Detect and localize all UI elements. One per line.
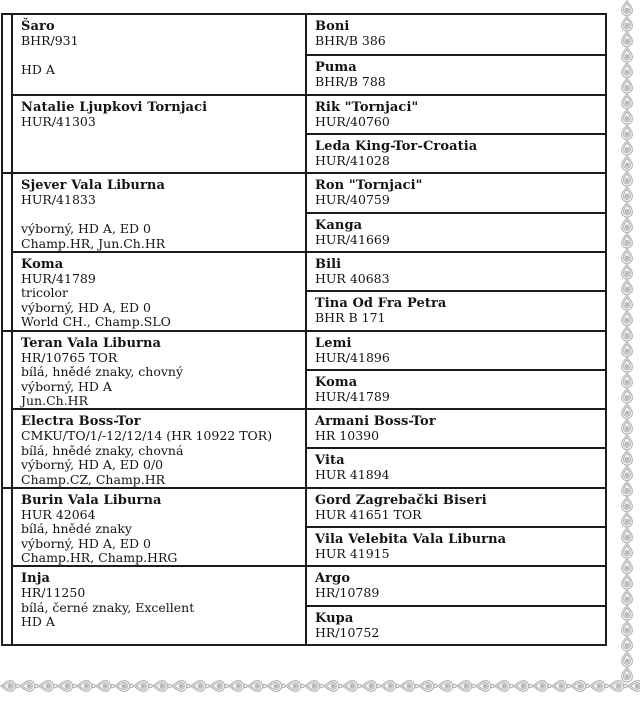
dog-detail: Jun.Ch.HR: [21, 393, 88, 408]
dog-detail: bílá, hnědé znaky, chovná: [21, 442, 184, 458]
dog-name: Tina Od Fra Petra: [315, 296, 447, 312]
dog-name: Teran Vala Liburna: [21, 335, 162, 351]
dog-name: Kanga: [315, 217, 363, 233]
dog-reg: BHR/B 386: [315, 33, 386, 48]
pedigree-cell-grandparent: [305, 212, 605, 251]
dog-reg: HUR/41028: [315, 152, 390, 168]
dog-detail: HUR 42064: [21, 506, 96, 522]
pedigree-cell-parent: [11, 15, 305, 94]
dog-reg: BHR B 171: [315, 310, 386, 326]
dog-detail: Champ.HR, Jun.Ch.HR: [21, 235, 166, 251]
dog-name: Boni: [315, 19, 350, 34]
dog-detail: HD A: [21, 62, 55, 77]
dog-reg: HUR/40759: [315, 192, 390, 208]
dog-name: Leda King-Tor-Croatia: [315, 138, 478, 154]
pedigree-cell-grandparent: [305, 133, 605, 172]
dog-detail: výborný, HD A, ED 0: [21, 221, 151, 237]
pedigree-cell-parent: [11, 172, 305, 251]
pedigree-cell-grandparent: [305, 408, 605, 447]
dog-reg: HR/10752: [315, 624, 380, 640]
dog-detail: BHR/931: [21, 33, 79, 48]
dog-detail: HUR/41789: [21, 270, 96, 286]
dog-detail: výborný, HD A: [21, 378, 112, 394]
pedigree-cell-grandparent: [305, 526, 605, 565]
pedigree-cell-grandparent: [305, 369, 605, 408]
dog-detail: Champ.CZ, Champ.HR: [21, 471, 166, 487]
dog-name: Gord Zagrebački Biseri: [315, 492, 487, 508]
dog-name: Argo: [315, 571, 351, 587]
dog-detail: HUR/41303: [21, 113, 96, 129]
dog-detail: CMKU/TO/1/-12/12/14 (HR 10922 TOR): [21, 428, 273, 444]
dog-reg: HR/10789: [315, 585, 380, 601]
dog-name: Rik "Tornjaci": [315, 99, 419, 115]
dog-detail: Champ.HR, Champ.HRG: [21, 550, 178, 566]
dog-name: Koma: [21, 256, 64, 272]
pedigree-cell-grandparent: [305, 15, 605, 54]
pedigree-cell-grandparent: [305, 447, 605, 486]
dog-name: Inja: [21, 571, 51, 587]
dog-detail: HR/11250: [21, 585, 86, 601]
dog-name: Vita: [315, 453, 345, 469]
dog-reg: HUR 40683: [315, 270, 390, 286]
dog-detail: HUR/41833: [21, 192, 96, 208]
dog-reg: HUR/40760: [315, 113, 390, 129]
dog-reg: HUR 41915: [315, 546, 390, 562]
dog-detail: bílá, hnědé znaky, chovný: [21, 364, 184, 379]
pedigree-cell-parent: [11, 330, 305, 409]
dog-detail: HD A: [21, 614, 55, 630]
right-ornament-border: [616, 0, 638, 702]
dog-name: Kupa: [315, 610, 354, 626]
dog-detail: výborný, HD A, ED 0/0: [21, 457, 164, 473]
dog-name: Electra Boss-Tor: [21, 414, 141, 430]
dog-detail: [21, 49, 297, 64]
dog-name: Koma: [315, 374, 358, 390]
dog-name: Natalie Ljupkovi Tornjaci: [21, 99, 208, 115]
dog-reg: HUR 41894: [315, 467, 390, 483]
pedigree-cell-grandparent: [305, 605, 605, 644]
dog-detail: výborný, HD A, ED 0: [21, 535, 151, 551]
pedigree-table: [1, 13, 607, 646]
dog-name: Ron "Tornjaci": [315, 178, 423, 194]
dog-reg: HUR/41669: [315, 231, 390, 247]
pedigree-cell-grandparent: [305, 487, 605, 526]
dog-name: Armani Boss-Tor: [315, 414, 436, 430]
dog-detail: bílá, hnědé znaky: [21, 521, 132, 537]
pedigree-cell-grandparent: [305, 251, 605, 290]
bottom-ornament-border: [0, 675, 640, 697]
dog-name: Sjever Vala Liburna: [21, 178, 166, 194]
pedigree-cell-parent: [11, 94, 305, 173]
pedigree-cell-grandparent: [305, 94, 605, 133]
dog-detail: [21, 208, 297, 223]
dog-name: Burin Vala Liburna: [21, 492, 162, 508]
dog-name: Bili: [315, 256, 342, 272]
dog-reg: HR 10390: [315, 428, 380, 444]
dog-detail: bílá, černé znaky, Excellent: [21, 599, 195, 615]
dog-name: Vila Velebita Vala Liburna: [315, 532, 507, 548]
dog-name: Lemi: [315, 335, 352, 351]
pedigree-cell-grandparent: [305, 290, 605, 329]
dog-name: Šaro: [21, 19, 55, 34]
pedigree-cell-parent: [11, 408, 305, 487]
dog-detail: World CH., Champ.SLO: [21, 314, 171, 330]
dog-detail: výborný, HD A, ED 0: [21, 299, 151, 315]
pedigree-cell-grandparent: [305, 54, 605, 93]
pedigree-cell-parent: [11, 251, 305, 330]
dog-reg: HUR 41651 TOR: [315, 506, 422, 522]
pedigree-cell-grandparent: [305, 565, 605, 604]
pedigree-cell-parent: [11, 565, 305, 644]
pedigree-cell-parent: [11, 487, 305, 566]
dog-detail: tricolor: [21, 285, 69, 301]
dog-reg: BHR/B 788: [315, 74, 386, 90]
dog-detail: HR/10765 TOR: [21, 349, 118, 365]
dog-reg: HUR/41789: [315, 388, 390, 404]
dog-reg: HUR/41896: [315, 349, 390, 365]
pedigree-cell-grandparent: [305, 330, 605, 369]
dog-name: Puma: [315, 60, 357, 76]
pedigree-cell-grandparent: [305, 172, 605, 211]
